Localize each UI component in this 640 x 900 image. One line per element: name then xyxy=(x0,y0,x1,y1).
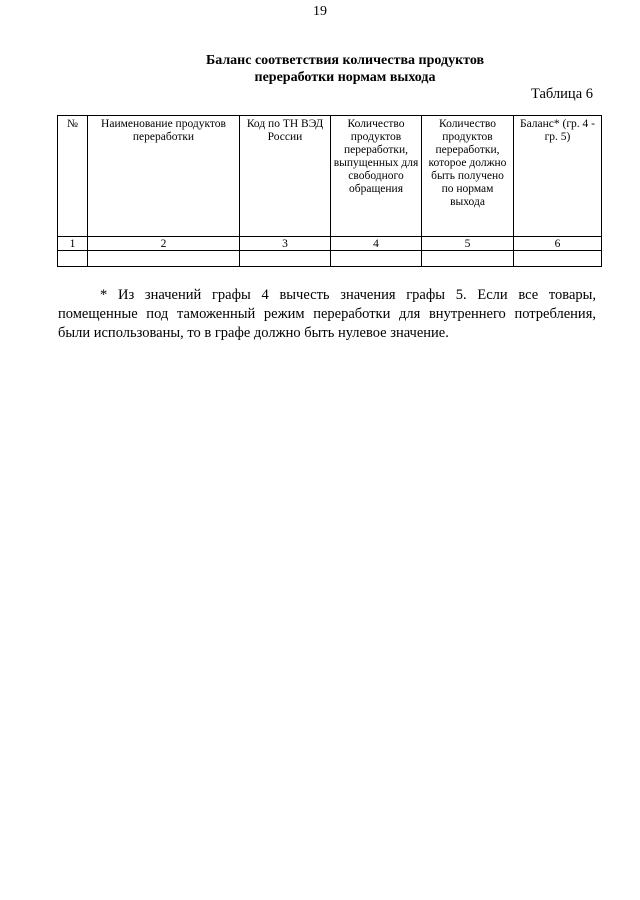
column-number-row xyxy=(58,237,602,251)
title-line-1: Баланс соответствия количества продуктов xyxy=(205,53,485,68)
table-cell xyxy=(240,251,331,267)
table-caption: Таблица 6 xyxy=(530,86,593,102)
table-cell xyxy=(514,251,602,267)
header-cell-balance: Баланс* (гр. 4 - гр. 5) xyxy=(514,116,602,237)
document-title xyxy=(120,52,570,86)
table-cell xyxy=(58,251,88,267)
table-cell xyxy=(331,251,422,267)
title-line-2: переработки нормам выхода xyxy=(254,70,436,85)
column-number: 3 xyxy=(240,237,331,251)
table-cell xyxy=(422,251,514,267)
page-number: 19 xyxy=(313,4,327,19)
table-header-row xyxy=(58,116,602,237)
column-number: 4 xyxy=(331,237,422,251)
table-row xyxy=(58,251,602,267)
header-cell-tnved-code: Код по ТН ВЭД России xyxy=(240,116,331,237)
table-cell xyxy=(88,251,240,267)
column-number: 1 xyxy=(58,237,88,251)
header-cell-number: № xyxy=(58,116,88,237)
header-cell-product-name: Наименование продуктов переработки xyxy=(88,116,240,237)
column-number: 5 xyxy=(422,237,514,251)
column-number: 6 xyxy=(514,237,602,251)
balance-table xyxy=(57,115,602,267)
footnote: * Из значений графы 4 вычесть значения графы 5. Если все товары, помещенные под таможенный режим переработки для внутреннего потребления, были использованы, то в графе должно быть нулевое значение. xyxy=(58,287,596,341)
header-cell-norm-quantity: Количество продуктов переработки, которое должно быть получено по нормам выхода xyxy=(422,116,514,237)
header-cell-released-quantity: Количество продуктов переработки, выпущенных для свободного обращения xyxy=(331,116,422,237)
column-number: 2 xyxy=(88,237,240,251)
